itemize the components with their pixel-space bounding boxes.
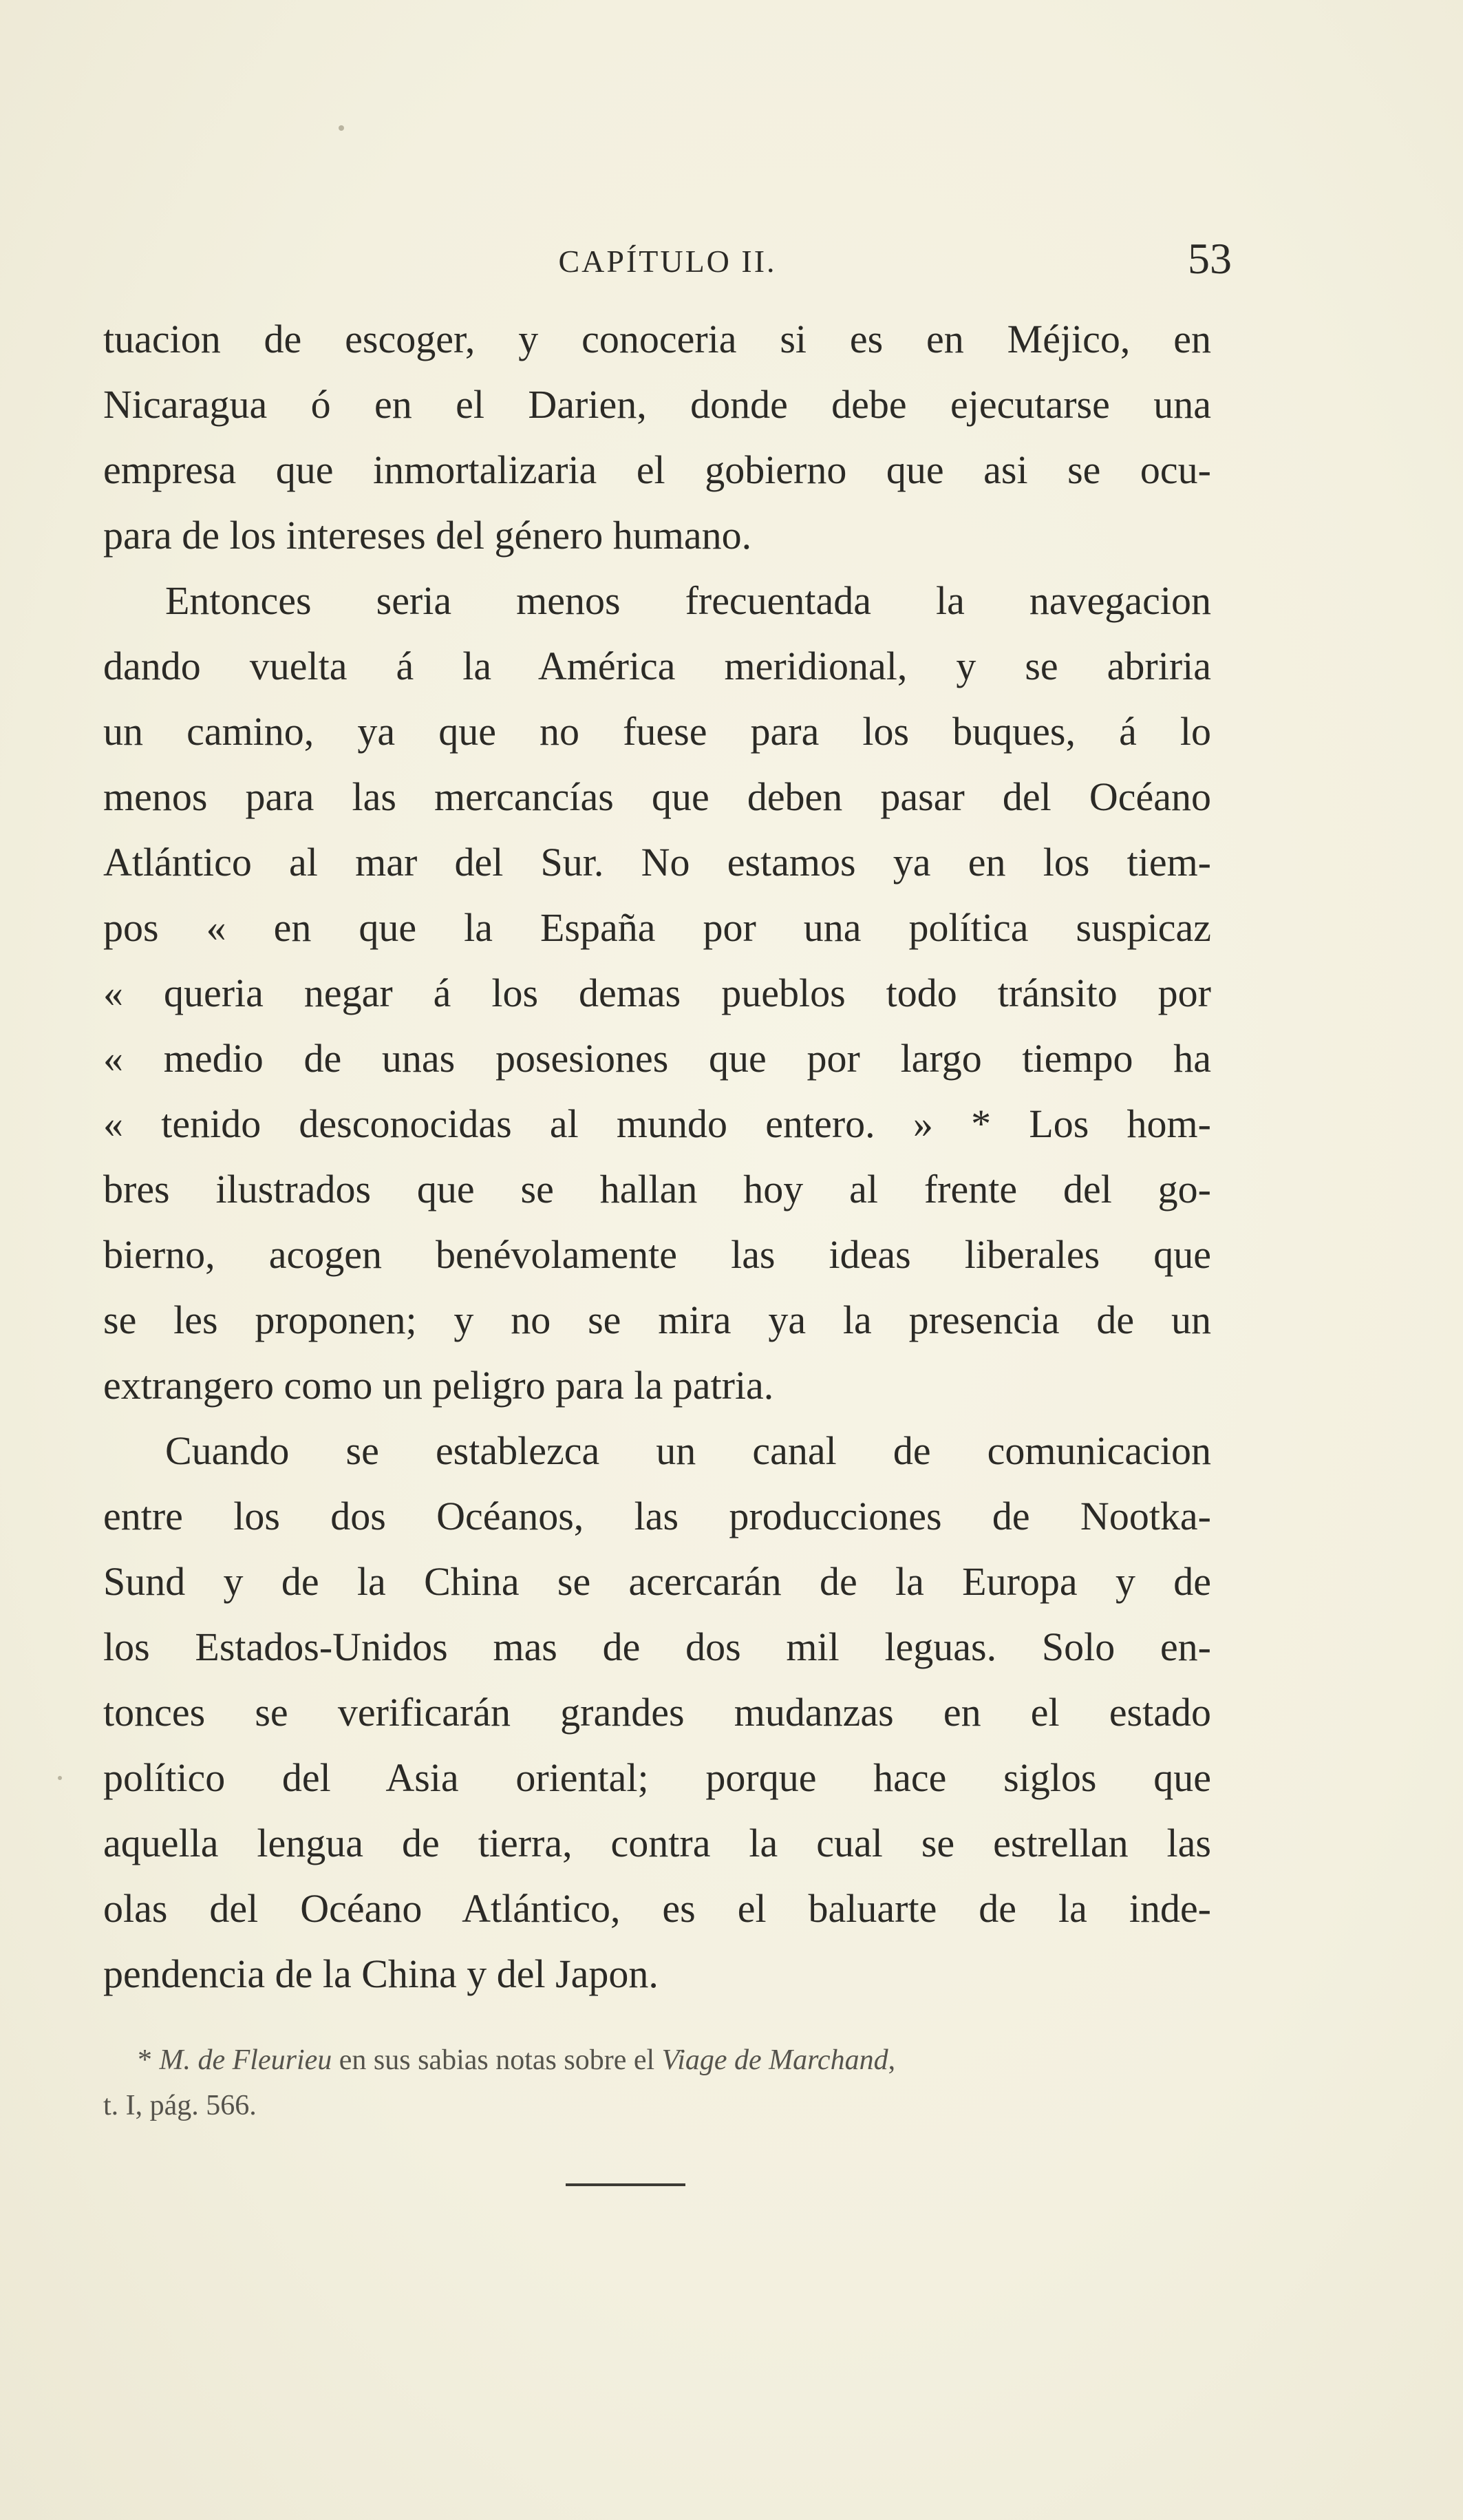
footnote-author: M. de Fleurieu bbox=[159, 2044, 332, 2076]
end-rule bbox=[566, 2183, 685, 2186]
footnote-line: t. I, pág. 566. bbox=[103, 2090, 257, 2121]
text-line: tonces se verificarán grandes mudanzas en el estado bbox=[103, 1690, 1211, 1735]
text-line: aquella lengua de tierra, contra la cual se estrellan las bbox=[103, 1821, 1211, 1865]
text-line: pos « en que la España por una política suspicaz bbox=[103, 905, 1211, 950]
footnote-text-end: , bbox=[888, 2044, 896, 2076]
footnote-work-title: Viage de Marchand bbox=[661, 2044, 888, 2076]
footnote-line bbox=[103, 2037, 1204, 2083]
text-line: Atlántico al mar del Sur. No estamos ya en los tiem- bbox=[103, 840, 1211, 885]
text-line: Sund y de la China se acercarán de la Europa y de bbox=[103, 1559, 1211, 1604]
paragraph-3 bbox=[103, 1418, 1211, 2007]
paper-speck bbox=[58, 1776, 62, 1780]
text-line: empresa que inmortalizaria el gobierno que asi se ocu- bbox=[103, 447, 1211, 492]
text-line: pendencia de la China y del Japon. bbox=[103, 1951, 659, 1996]
text-line: Cuando se establezca un canal de comunicacion bbox=[165, 1428, 1211, 1473]
text-line: político del Asia oriental; porque hace siglos que bbox=[103, 1755, 1211, 1800]
paragraph-1 bbox=[103, 306, 1211, 568]
text-line: Entonces seria menos frecuentada la navegacion bbox=[165, 578, 1211, 623]
text-line: los Estados-Unidos mas de dos mil leguas. Solo en- bbox=[103, 1624, 1211, 1669]
text-line: tuacion de escoger, y conoceria si es en Méjico, en bbox=[103, 317, 1211, 361]
text-line: menos para las mercancías que deben pasar del Océano bbox=[103, 774, 1211, 819]
page-number: 53 bbox=[1188, 234, 1232, 283]
text-line: olas del Océano Atlántico, es el baluarte de la inde- bbox=[103, 1886, 1211, 1931]
text-line: « medio de unas posesiones que por largo tiempo ha bbox=[103, 1036, 1211, 1081]
paragraph-2 bbox=[103, 568, 1211, 1418]
text-line: bierno, acogen benévolamente las ideas liberales que bbox=[103, 1232, 1211, 1277]
paper-speck bbox=[339, 125, 344, 131]
footnote bbox=[103, 2037, 1204, 2128]
text-line: para de los intereses del género humano. bbox=[103, 513, 752, 558]
text-line: bres ilustrados que se hallan hoy al frente del go- bbox=[103, 1167, 1211, 1211]
text-line: un camino, ya que no fuese para los buques, á lo bbox=[103, 709, 1211, 754]
body-text bbox=[103, 306, 1211, 2007]
text-line: se les proponen; y no se mira ya la presencia de un bbox=[103, 1298, 1211, 1342]
footnote-text: en sus sabias notas sobre el bbox=[332, 2044, 662, 2076]
page-header bbox=[103, 234, 1232, 293]
running-head: CAPÍTULO II. bbox=[558, 244, 777, 279]
text-line: « tenido desconocidas al mundo entero. » * Los hom- bbox=[103, 1101, 1211, 1146]
text-line: extrangero como un peligro para la patria. bbox=[103, 1363, 774, 1408]
text-line: dando vuelta á la América meridional, y se abriria bbox=[103, 644, 1211, 688]
footnote-marker: * bbox=[138, 2044, 152, 2076]
text-line: « queria negar á los demas pueblos todo tránsito por bbox=[103, 971, 1211, 1015]
text-line: Nicaragua ó en el Darien, donde debe ejecutarse una bbox=[103, 382, 1211, 427]
text-line: entre los dos Océanos, las producciones de Nootka- bbox=[103, 1494, 1211, 1538]
